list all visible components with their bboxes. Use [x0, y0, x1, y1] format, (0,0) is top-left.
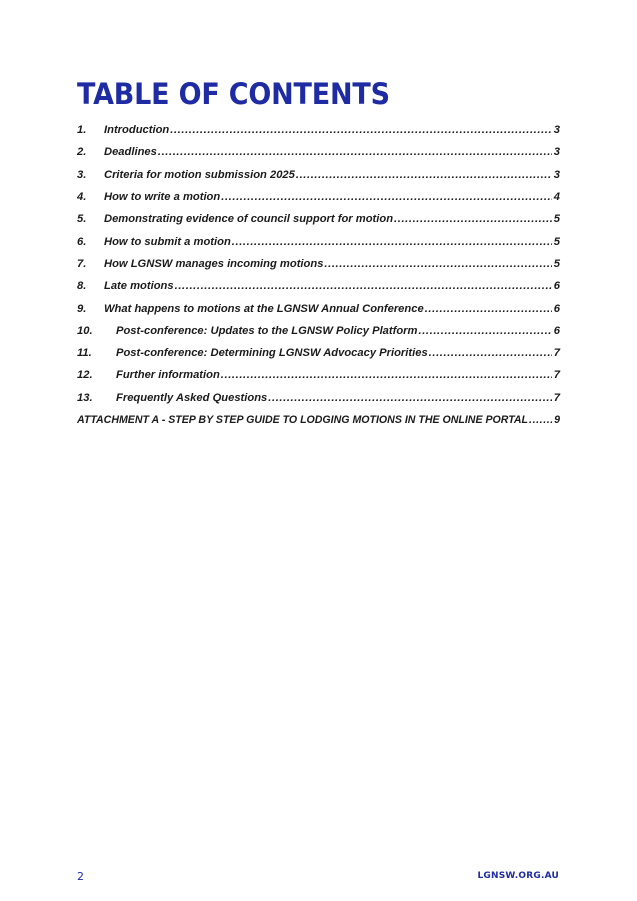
toc-entry-how-to-submit[interactable] [77, 230, 560, 252]
toc-entry-annual-conference[interactable] [77, 297, 560, 319]
toc-entry-attachment-a[interactable] [77, 409, 560, 431]
toc-entry-page: 3 [553, 168, 560, 181]
toc-entry-page: 6 [553, 324, 560, 337]
dot-leader [232, 236, 552, 248]
toc-entry-page: 5 [553, 213, 560, 226]
toc-entry-number: 11. [77, 347, 92, 360]
toc-entry-label: Frequently Asked Questions [116, 391, 268, 404]
toc-entry-number: 2. [77, 146, 87, 159]
toc-entry-number: 4. [77, 191, 87, 204]
toc-entry-page: 6 [553, 302, 560, 315]
toc-entry-label: How to submit a motion [104, 235, 231, 248]
footer-website: LGNSW.ORG.AU [477, 871, 559, 881]
toc-entry-number: 13. [77, 391, 93, 404]
toc-entry-label: ATTACHMENT A - STEP BY STEP GUIDE TO LODGING MOTIONS IN THE ONLINE PORTAL [77, 414, 529, 426]
dot-leader [170, 124, 552, 136]
toc-entry-page: 3 [553, 124, 560, 137]
toc-entry-page: 5 [553, 257, 560, 270]
page-title: TABLE OF CONTENTS [77, 77, 390, 111]
dot-leader [158, 146, 552, 158]
toc-entry-late-motions[interactable] [77, 275, 560, 297]
toc-entry-page: 7 [553, 347, 560, 360]
dot-leader [268, 392, 551, 404]
toc-entry-number: 8. [77, 280, 87, 293]
dot-leader [394, 213, 552, 225]
dot-leader [175, 280, 552, 292]
toc-entry-label: Further information [116, 369, 220, 382]
dot-leader [221, 191, 552, 203]
toc-entry-label: Criteria for motion submission 2025 [104, 168, 295, 181]
toc-entry-number: 5. [77, 213, 87, 226]
toc-entry-label: How to write a motion [104, 191, 221, 204]
toc-entry-number: 10. [77, 324, 93, 337]
dot-leader [418, 325, 551, 337]
toc-entry-label: How LGNSW manages incoming motions [104, 257, 324, 270]
toc-entry-number: 12. [77, 369, 93, 382]
toc-entry-number: 7. [77, 257, 87, 270]
toc-entry-page: 4 [553, 191, 560, 204]
toc-entry-manages-motions[interactable] [77, 253, 560, 275]
toc-entry-label: Demonstrating evidence of council support for motion [104, 213, 394, 226]
dot-leader [296, 169, 552, 181]
toc-entry-policy-platform[interactable] [77, 320, 560, 342]
toc-entry-page: 5 [553, 235, 560, 248]
toc-entry-label: Late motions [104, 280, 174, 293]
toc-entry-number: 6. [77, 235, 87, 248]
toc-entry-how-to-write[interactable] [77, 186, 560, 208]
toc-entry-page: 7 [553, 391, 560, 404]
dot-leader [324, 258, 551, 270]
toc-entry-advocacy-priorities[interactable] [77, 342, 560, 364]
toc-entry-deadlines[interactable] [77, 141, 560, 163]
toc-entry-evidence[interactable] [77, 208, 560, 230]
toc-entry-faq[interactable] [77, 387, 560, 409]
toc-entry-introduction[interactable] [77, 119, 560, 141]
table-of-contents [77, 119, 560, 431]
toc-entry-page: 3 [553, 146, 560, 159]
toc-entry-page: 9 [554, 414, 560, 426]
toc-entry-criteria[interactable] [77, 164, 560, 186]
toc-entry-further-information[interactable] [77, 364, 560, 386]
toc-entry-label: Post-conference: Updates to the LGNSW Policy Platform [116, 324, 418, 337]
toc-entry-label: Deadlines [104, 146, 157, 159]
toc-entry-number: 3. [77, 168, 87, 181]
toc-entry-label: Introduction [104, 124, 170, 137]
footer-page-number: 2 [77, 870, 84, 883]
toc-entry-page: 6 [553, 280, 560, 293]
dot-leader [429, 347, 552, 359]
dot-leader [529, 414, 552, 426]
dot-leader [221, 369, 552, 381]
toc-entry-label: Post-conference: Determining LGNSW Advocacy Priorities [116, 347, 428, 360]
toc-entry-number: 1. [77, 124, 87, 137]
toc-entry-page: 7 [553, 369, 560, 382]
dot-leader [425, 303, 552, 315]
toc-entry-label: What happens to motions at the LGNSW Annual Conference [104, 302, 424, 315]
toc-entry-number: 9. [77, 302, 87, 315]
